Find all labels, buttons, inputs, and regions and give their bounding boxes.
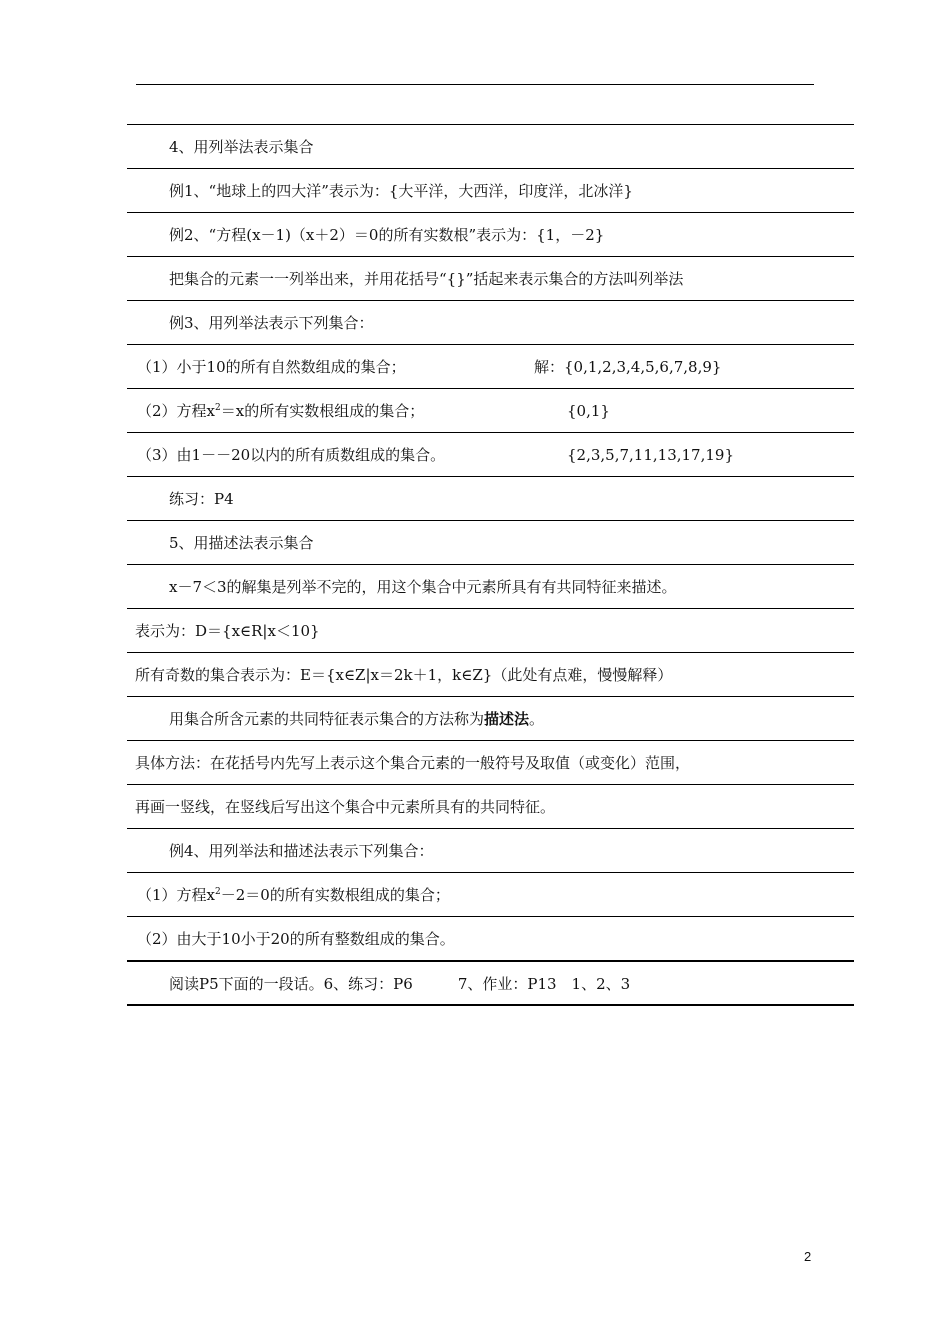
question-part: （1）方程x <box>137 886 216 904</box>
question-part: （2）方程x <box>137 402 216 420</box>
lesson-table <box>127 124 854 1006</box>
question-text <box>137 402 424 420</box>
superscript: 2 <box>215 887 221 897</box>
table-row <box>127 124 854 168</box>
question-text: （3）由1－－20以内的所有质数组成的集合。 <box>137 446 446 464</box>
superscript: 2 <box>215 403 221 413</box>
body-text: x－7＜3的解集是列举不完的，用这个集合中元素所具有有共同特征来描述。 <box>169 578 677 596</box>
section-heading: 4、用列举法表示集合 <box>169 138 314 156</box>
table-row <box>127 300 854 344</box>
table-row <box>127 916 854 960</box>
example-text: 例2、“方程(x－1)（x＋2）＝0的所有实数根”表示为：{1，－2} <box>169 226 605 244</box>
answer-text: {0,1} <box>567 402 610 420</box>
table-row <box>127 564 854 608</box>
answer-text: {2,3,5,7,11,13,17,19} <box>567 446 734 464</box>
table-row <box>127 608 854 652</box>
page-number: 2 <box>804 1249 812 1264</box>
body-text: 所有奇数的集合表示为：E＝{x∈Z|x＝2k＋1，k∈Z}（此处有点难，慢慢解释） <box>135 666 673 684</box>
definition-part: 用集合所含元素的共同特征表示集合的方法称为 <box>169 710 485 728</box>
definition-text <box>169 710 544 728</box>
question-text <box>137 886 450 904</box>
table-row <box>127 432 854 476</box>
body-text: 再画一竖线，在竖线后写出这个集合中元素所具有的共同特征。 <box>135 798 556 816</box>
definition-text: 把集合的元素一一列举出来，并用花括号“{}”括起来表示集合的方法叫列举法 <box>169 270 684 288</box>
table-row <box>127 828 854 872</box>
definition-part: 。 <box>529 710 545 728</box>
example-text: 例4、用列举法和描述法表示下列集合： <box>169 842 434 860</box>
section-heading: 5、用描述法表示集合 <box>169 534 314 552</box>
body-text: 表示为：D＝{x∈R|x＜10} <box>135 622 320 640</box>
example-text: 例3、用列举法表示下列集合： <box>169 314 374 332</box>
table-row <box>127 960 854 1006</box>
table-row <box>127 784 854 828</box>
table-row <box>127 872 854 916</box>
answer-text: 解：{0,1,2,3,4,5,6,7,8,9} <box>534 358 722 376</box>
question-text: （2）由大于10小于20的所有整数组成的集合。 <box>137 930 455 948</box>
table-row <box>127 740 854 784</box>
homework-text: 阅读P5下面的一段话。6、练习：P6 7、作业：P13 1、2、3 <box>169 975 631 993</box>
table-row <box>127 388 854 432</box>
table-row <box>127 168 854 212</box>
body-text: 具体方法：在花括号内先写上表示这个集合元素的一般符号及取值（或变化）范围， <box>135 754 691 772</box>
table-row <box>127 696 854 740</box>
table-row <box>127 256 854 300</box>
question-text: （1）小于10的所有自然数组成的集合； <box>137 358 406 376</box>
question-part: －2＝0的所有实数根组成的集合； <box>220 886 450 904</box>
question-part: ＝x的所有实数根组成的集合； <box>220 402 425 420</box>
practice-text: 练习：P4 <box>169 490 234 508</box>
table-row <box>127 212 854 256</box>
header-rule <box>136 84 814 85</box>
table-row <box>127 344 854 388</box>
table-row <box>127 520 854 564</box>
table-row <box>127 652 854 696</box>
table-row <box>127 476 854 520</box>
key-term: 描述法 <box>484 710 530 728</box>
example-text: 例1、“地球上的四大洋”表示为：{大平洋，大西洋，印度洋，北冰洋} <box>169 182 633 200</box>
